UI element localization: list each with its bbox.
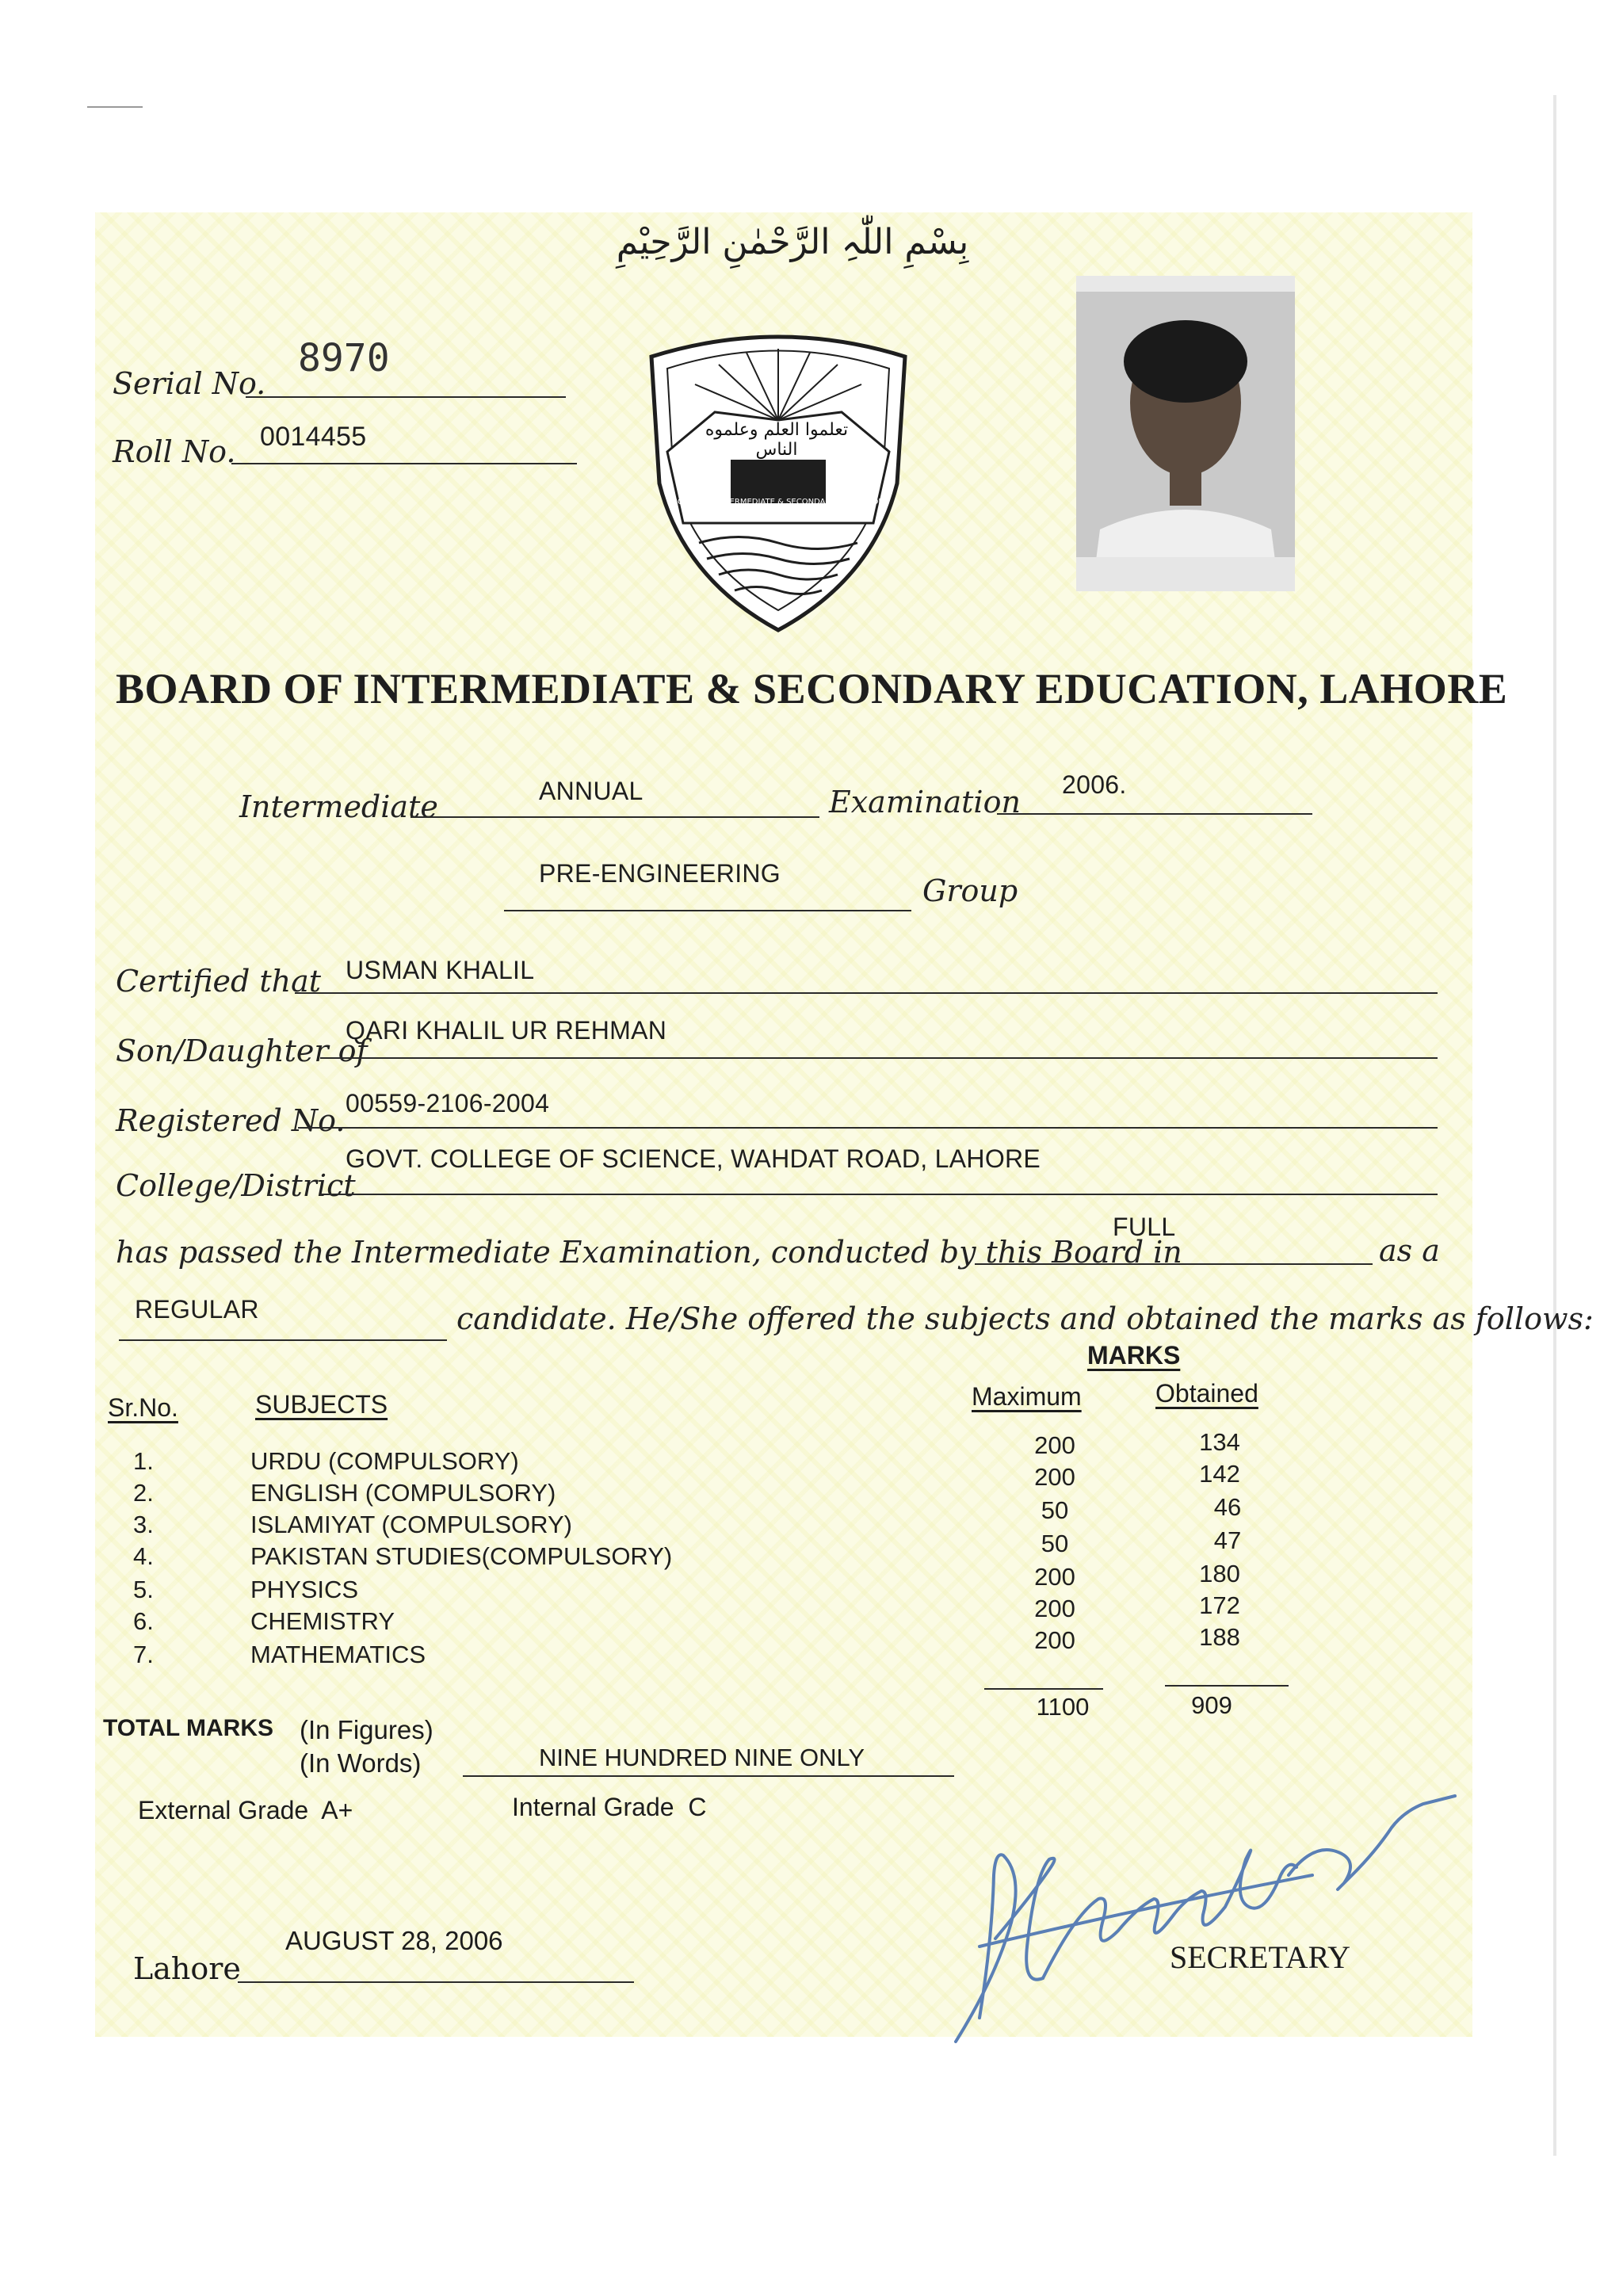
row-sr: 1. — [133, 1447, 154, 1475]
internal-grade: Internal Grade C — [512, 1793, 707, 1821]
candidate-photo — [1076, 276, 1295, 591]
issue-date: AUGUST 28, 2006 — [285, 1926, 503, 1955]
row-obtained: 142 — [1199, 1460, 1240, 1488]
col-srno: Sr.No. — [108, 1393, 178, 1422]
table-row — [0, 1560, 1623, 1607]
col-maximum: Maximum — [972, 1382, 1082, 1411]
candidate-name: USMAN KHALIL — [346, 956, 535, 984]
secretary-title: SECRETARY — [1170, 1939, 1350, 1975]
row-max: 50 — [1041, 1496, 1069, 1524]
row-sr: 6. — [133, 1607, 154, 1635]
year-line — [997, 813, 1312, 815]
candidate-type-line — [119, 1339, 447, 1341]
row-obtained: 46 — [1213, 1493, 1242, 1521]
total-max-rule — [984, 1688, 1103, 1690]
row-max: 200 — [1034, 1626, 1075, 1654]
scan-mark — [87, 106, 143, 108]
serial-value: 8970 — [298, 336, 390, 380]
row-sr: 3. — [133, 1511, 154, 1538]
marks-in-words: NINE HUNDRED NINE ONLY — [539, 1744, 865, 1771]
total-max: 1100 — [1036, 1693, 1090, 1721]
row-obtained: 134 — [1199, 1428, 1240, 1456]
place-label: Lahore — [133, 1951, 241, 1986]
external-grade: External Grade A+ — [138, 1796, 353, 1824]
row-max: 50 — [1041, 1530, 1069, 1557]
row-subject: ENGLISH (COMPULSORY) — [250, 1479, 556, 1507]
college-value: GOVT. COLLEGE OF SCIENCE, WAHDAT ROAD, LAHORE — [346, 1144, 1041, 1173]
intermediate-label: Intermediate — [239, 789, 438, 824]
roll-line — [231, 463, 577, 464]
col-obtained: Obtained — [1155, 1379, 1258, 1408]
board-crest-logo — [636, 325, 921, 634]
row-subject: URDU (COMPULSORY) — [250, 1447, 519, 1475]
as-a-label: as a — [1379, 1233, 1440, 1268]
table-row — [0, 1428, 1623, 1479]
row-max: 200 — [1034, 1595, 1075, 1622]
in-words-label: (In Words) — [300, 1748, 422, 1778]
candidate-type: REGULAR — [135, 1295, 259, 1324]
session-line — [411, 816, 819, 818]
offered-statement: candidate. He/She offered the subjects and obtained the marks as follows: — [456, 1301, 1594, 1336]
passed-division: FULL — [1113, 1213, 1176, 1241]
page-edge — [1553, 95, 1556, 2156]
roll-label: Roll No. — [113, 434, 236, 469]
words-line — [463, 1775, 954, 1777]
row-sr: 2. — [133, 1479, 154, 1507]
group-label: Group — [922, 873, 1018, 908]
col-subjects: SUBJECTS — [255, 1390, 388, 1419]
row-subject: MATHEMATICS — [250, 1641, 426, 1668]
in-figures-label: (In Figures) — [300, 1715, 433, 1744]
college-line — [320, 1194, 1438, 1195]
date-line — [238, 1981, 634, 1983]
total-obtained: 909 — [1191, 1691, 1232, 1719]
registration-number: 00559-2106-2004 — [346, 1089, 550, 1117]
group-value: PRE-ENGINEERING — [539, 859, 781, 888]
group-line — [504, 910, 911, 911]
row-subject: PAKISTAN STUDIES(COMPULSORY) — [250, 1542, 673, 1570]
table-row — [0, 1591, 1623, 1639]
crest-motto: تعلموا العلم وعلموه الناس — [705, 420, 849, 460]
father-line — [320, 1057, 1438, 1059]
marks-heading: MARKS — [1087, 1341, 1181, 1370]
row-obtained: 172 — [1199, 1591, 1240, 1619]
row-obtained: 47 — [1213, 1526, 1242, 1554]
row-sr: 7. — [133, 1641, 154, 1668]
serial-label: Serial No. — [113, 366, 266, 401]
row-sr: 4. — [133, 1542, 154, 1570]
certified-label: Certified that — [116, 964, 322, 999]
registered-label: Registered No. — [116, 1103, 346, 1138]
total-marks-label: TOTAL MARKS — [103, 1715, 273, 1741]
registration-line — [298, 1127, 1438, 1129]
row-max: 200 — [1034, 1431, 1075, 1459]
row-max: 200 — [1034, 1463, 1075, 1491]
secretary-signature — [948, 1780, 1463, 2050]
roll-value: 0014455 — [260, 422, 367, 452]
total-obtained-rule — [1165, 1685, 1289, 1687]
table-row — [0, 1526, 1623, 1574]
candidate-portrait — [1076, 276, 1295, 591]
board-title: BOARD OF INTERMEDIATE & SECONDARY EDUCATION, LAHORE — [116, 665, 1508, 712]
row-max: 200 — [1034, 1563, 1075, 1591]
passed-statement: has passed the Intermediate Examination, conducted by this Board in — [116, 1235, 1182, 1270]
table-row — [0, 1623, 1623, 1672]
serial-line — [246, 396, 566, 398]
row-obtained: 188 — [1199, 1623, 1240, 1651]
row-subject: ISLAMIYAT (COMPULSORY) — [250, 1511, 572, 1538]
year-value: 2006. — [1062, 770, 1127, 799]
row-subject: CHEMISTRY — [250, 1607, 395, 1635]
college-label: College/District — [116, 1168, 356, 1203]
name-line — [295, 992, 1438, 994]
row-sr: 5. — [133, 1576, 154, 1603]
examination-label: Examination — [829, 785, 1021, 819]
father-name: QARI KHALIL UR REHMAN — [346, 1016, 667, 1045]
division-line — [975, 1263, 1373, 1265]
son-daughter-label: Son/Daughter of — [116, 1033, 368, 1068]
row-obtained: 180 — [1199, 1560, 1240, 1587]
bismillah: بِسْمِ اللّٰہِ الرَّحْمٰنِ الرَّحِيْمِ — [616, 222, 969, 262]
session-value: ANNUAL — [539, 777, 643, 805]
row-subject: PHYSICS — [250, 1576, 359, 1603]
crest-ring-text: BOARD OF INTERMEDIATE & SECONDARY EDUCATION LHR — [672, 498, 884, 515]
